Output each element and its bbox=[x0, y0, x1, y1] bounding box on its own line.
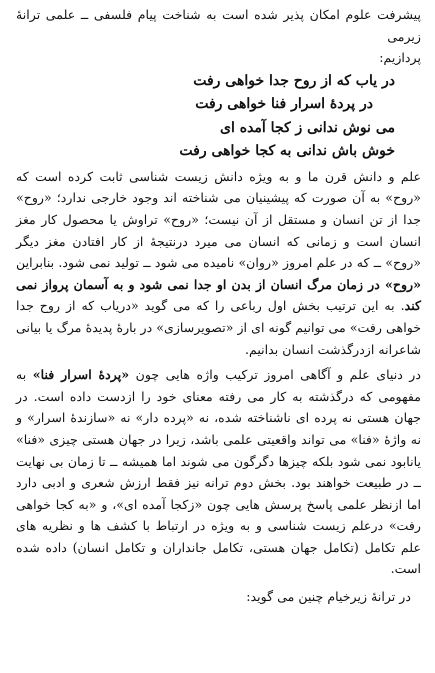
paragraph-3-text: در ترانهٔ زیرخیام چنین می گوید: bbox=[246, 589, 411, 605]
body-paragraph-3 bbox=[16, 586, 421, 608]
body-paragraph-2 bbox=[16, 364, 421, 580]
quatrain bbox=[16, 70, 421, 164]
body-paragraph-1 bbox=[16, 166, 421, 360]
paragraph-1-text-c: . به این ترتیب بخش اول رباعی را که می گوید «دریاب که از روح جدا خواهی رفت» می توانیم گونه ای از «تصویرسازی» در بارهٔ پدیدهٔ مرگ یا بیانی شاعرانه ازدرگذشت انسان بدانیم. bbox=[16, 298, 421, 357]
paragraph-1-bold-statement: «روح» در زمان مرگ انسان از بدن او جدا نمی شود و به آسمان پرواز نمی کند bbox=[16, 276, 421, 314]
paragraph-2-text-a: در دنیای علم و آگاهی امروز ترکیب واژه هایی چون bbox=[129, 367, 421, 383]
poem-line-4: خوش باش ندانی به کجا خواهی رفت bbox=[179, 143, 395, 160]
poem-line-3: می نوش ندانی ز کجا آمده ای bbox=[220, 119, 395, 136]
poem-line-2: در پردهٔ اسرار فنا خواهی رفت bbox=[195, 96, 373, 113]
paragraph-2-bold-phrase: «پردهٔ اسرار فنا» bbox=[32, 367, 130, 383]
paragraph-2-text-c: به مفهومی که درگذشته به کار می رفته معنای خود را ازدست داده است. در جهان هستی نه پرده ای ناشناخته شده، نه «پرده دار» نه «سازندهٔ اسرار» و نه واژهٔ «فنا» می تواند واقعیتی علمی باشد، زیرا در جهان هستی چیزی «فنا» یانابود نمی شود بلکه چیزها دگرگون می شوند اما همیشه ــ تا زمان بی نهایت ــ در طبیعت خواهند بود. بخش دوم ترانه نیز فقط ارزش شعری و ادبی دارد اما ازنظر علمی پاسخ پرسش هایی چون «زکجا آمده ای»، و «به کجا خواهی رفت» درعلم زیست شناسی و به ویژه در ارتباط با کشف ها و نظریه های علم تکامل (تکامل جهان هستی، تکامل جانداران و تکامل انسان) داده شده است. bbox=[16, 367, 421, 577]
intro-line-1: پیشرفت علوم امکان پذیر شده است به شناخت پیام فلسفی ــ علمی ترانهٔ زیرمی bbox=[16, 7, 421, 44]
poem-line-1: در یاب که از روح جدا خواهی رفت bbox=[193, 72, 395, 89]
intro-line-2: پردازیم: bbox=[379, 50, 421, 66]
intro-paragraph bbox=[16, 4, 421, 69]
paragraph-1-text-a: علم و دانش قرن ما و به ویژه دانش زیست شناسی ثابت کرده است که «روح» به آن صورت که پیشینیان می شناخته اند وجود خارجی ندارد؛ «روح» جدا از تن انسان و مستقل از آن نیست؛ «روح» تراوش یا محصول کار مغز انسان است و زمانی که انسان می میرد درنتیجهٔ از کار افتادن مغز دیگر «روح» ــ که در علم امروز «روان» نامیده می شود ــ تولید نمی شود. بنابراین bbox=[16, 168, 421, 271]
